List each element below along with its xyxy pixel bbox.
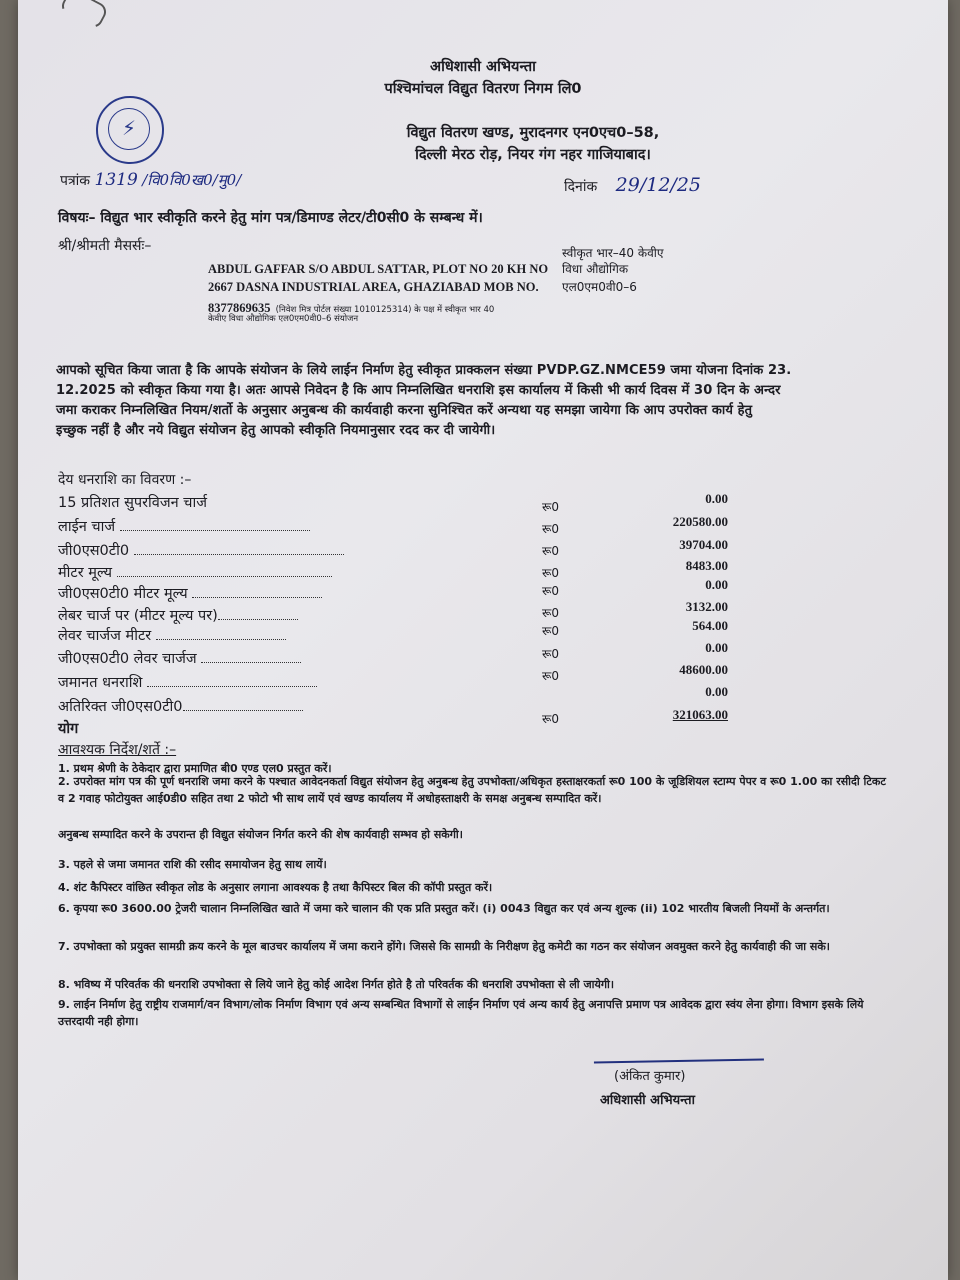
charge-amount-security: 48600.00: [679, 662, 728, 677]
charge-amount-extra-gst: 0.00: [705, 684, 728, 699]
charge-currency: रू0: [542, 624, 559, 638]
paragraph-line-2: 12.2025 को स्वीकृत किया गया है। अतः आपसे निवेदन है कि आप निम्नलिखित धनराशि इस कार्यालय में किसी भी कार्य दिवस में 30 दिन के अन्दर: [56, 383, 781, 398]
letter-page: [18, 0, 948, 1280]
charge-currency: रू0: [542, 712, 559, 726]
date-value: 29/12/25: [615, 174, 702, 196]
reference-number: 1319: [94, 170, 138, 190]
charge-label-gst: जी0एस0टी0: [58, 540, 344, 560]
charge-label-labour-meter: लेवर चार्जज मीटर: [58, 625, 286, 645]
charge-currency: रू0: [542, 606, 559, 620]
addressee-line-2: 2667 DASNA INDUSTRIAL AREA, GHAZIABAD MOB NO.: [208, 280, 539, 294]
charge-label-security: जमानत धनराशि: [58, 672, 317, 692]
charge-currency: रू0: [542, 544, 559, 558]
charge-label-line: लाईन चार्ज: [58, 516, 310, 536]
charge-amount-supervision: 0.00: [705, 491, 728, 506]
paragraph-line-3: जमा कराकर निम्नलिखित नियम/शर्तो के अनुसार अनुबन्ध की कार्यवाही करना सुनिश्चित करें अन्यथा यह समझा जायेगा कि आप उपरोक्त कार्य हेतु: [56, 403, 753, 418]
charge-label-labour-gst: जी0एस0टी0 लेवर चार्जज: [58, 648, 301, 668]
paragraph-line-4: इच्छुक नहीं है और नये विद्युत संयोजन हेतु आपको स्वीकृति नियमानुसार रदद कर दी जायेगी।: [56, 423, 496, 438]
reference-line: [60, 170, 241, 190]
reference-label: पत्रांक: [60, 173, 91, 189]
charge-label-meter-gst: जी0एस0टी0 मीटर मूल्य: [58, 583, 322, 603]
addressee-line-1: ABDUL GAFFAR S/O ABDUL SATTAR, PLOT NO 20 KH NO: [208, 262, 549, 276]
sanction-tariff: एल0एम0वी0–6: [562, 280, 637, 294]
header-division: विद्युत वितरण खण्ड, मुरादनगर एन0एच0–58,: [406, 125, 660, 141]
charge-label-meter: मीटर मूल्य: [58, 562, 332, 582]
charge-currency: रू0: [542, 522, 559, 536]
reference-suffix: /वि0वि0ख0/मु0/: [142, 171, 242, 189]
charge-amount-gst: 39704.00: [679, 537, 728, 552]
condition-6: 6. कृपया रू0 3600.00 ट्रेजरी चालान निम्नलिखित खाते में जमा करे चालान की एक प्रति प्रस्तुत करें। (i) 0043 विद्युत कर एवं अन्य शुल्क (ii) 102 भारतीय बिजली नियमों के अन्तर्गत।: [58, 902, 830, 915]
signatory-designation: अधिशासी अभियन्ता: [600, 1093, 695, 1108]
date-label: दिनांक: [564, 179, 598, 195]
charge-amount-meter: 8483.00: [685, 558, 728, 573]
addressee-line-4: केवीए विधा औद्योगिक एल0एम0वी0–6 संयोजन: [208, 314, 359, 324]
charge-currency: रू0: [542, 500, 559, 514]
paragraph-line-1: आपको सूचित किया जाता है कि आपके संयोजन के लिये लाईन निर्माण हेतु स्वीकृत प्राक्कलन संख्या PVDP.GZ.NMCE59 जमा योजना दिनांक 23.: [56, 363, 792, 378]
charge-currency: रू0: [542, 647, 559, 661]
charge-label-extra-gst: अतिरिक्त जी0एस0टी0: [58, 696, 303, 716]
condition-2-note: अनुबन्ध सम्पादित करने के उपरान्त ही विद्युत संयोजन निर्गत करने की शेष कार्यवाही सम्भव हो सकेगी।: [58, 828, 463, 841]
signatory-name: (अंकित कुमार): [614, 1069, 686, 1084]
salutation: श्री/श्रीमती मैसर्सः–: [58, 238, 152, 254]
charge-amount-labour: 3132.00: [685, 599, 728, 614]
condition-8: 8. भविष्य में परिवर्तक की धनराशि उपभोक्ता से लिये जाने हेतु कोई आदेश निर्गत होते है तो परिवर्तक की धनराशि उपभोक्ता से ली जायेगी।: [58, 978, 615, 991]
condition-3: 3. पहले से जमा जमानत राशि की रसीद समायोजन हेतु साथ लायें।: [58, 858, 327, 871]
sanction-load: स्वीकृत भार–40 केवीए: [562, 246, 664, 260]
header-designation: अधिशासी अभियन्ता: [430, 59, 536, 75]
condition-9: 9. लाईन निर्माण हेतु राष्ट्रीय राजमार्ग/वन विभाग/लोक निर्माण विभाग एवं अन्य सम्बन्धित विभागों से लाईन निर्माण एवं अन्य कार्य हेतु अनापत्ति प्रमाण पत्र आवेदक द्वारा स्वंय लेना होगा। विभाग इसके लिये उत्तरदायी नही होगा।: [58, 998, 864, 1028]
total-label: योग: [58, 721, 79, 737]
charge-amount-line: 220580.00: [672, 514, 728, 529]
charge-label-labour: लेबर चार्ज पर (मीटर मूल्य पर): [58, 605, 298, 625]
charge-amount-labour-gst: 0.00: [705, 640, 728, 655]
charge-currency: रू0: [542, 584, 559, 598]
sanction-category: विधा औद्योगिक: [562, 262, 629, 276]
charge-label-supervision: 15 प्रतिशत सुपरविजन चार्ज: [58, 495, 207, 511]
date-line: [564, 174, 701, 196]
charge-amount-meter-gst: 0.00: [705, 577, 728, 592]
addressee-portal: (निवेश मित्र पोर्टल संख्या 1010125314) के पक्ष में स्वीकृत भार 40: [275, 305, 495, 315]
charges-title: देय धनराशि का विवरण :–: [58, 472, 192, 488]
condition-4: 4. शंट कैपिस्टर वांछित स्वीकृत लोड के अनुसार लगाना आवश्यक है तथा कैपिस्टर बिल की कॉपी प्रस्तुत करें।: [58, 881, 493, 894]
lightning-bolt-icon: ⚡: [122, 116, 137, 140]
addressee-mobile: 8377869635: [208, 301, 271, 315]
paper-clip: [58, 0, 109, 31]
total-amount: 321063.00: [672, 707, 728, 722]
conditions-title: आवश्यक निर्देश/शर्ते :–: [58, 742, 177, 758]
charge-amount-labour-meter: 564.00: [692, 618, 728, 633]
charge-currency: रू0: [542, 566, 559, 580]
condition-1: 1. प्रथम श्रेणी के ठेकेदार द्वारा प्रमाणित बी0 एण्ड एल0 प्रस्तुत करें।: [58, 762, 332, 775]
charge-currency: रू0: [542, 669, 559, 683]
condition-2: 2. उपरोक्त मांग पत्र की पूर्ण धनराशि जमा करने के पश्चात आवेदनकर्ता विद्युत संयोजन हेतु अनुबन्ध हेतु उपभोक्ता/अधिकृत हस्ताक्षरकर्ता रू0 100 के जूडिशियल स्टाम्प पेपर व रू0 1.00 का रसीदी टिकट व 2 गवाह फोटोयुक्त आई0डी0 सहित तथा 2 फोटो भी साथ लायें एवं खण्ड कार्यालय में अधोहस्ताक्षरी के समक्ष अनुबन्ध सम्पादित करें।: [58, 775, 886, 805]
subject-line: विषयः– विद्युत भार स्वीकृति करने हेतु मांग पत्र/डिमाण्ड लेटर/टी0सी0 के सम्बन्ध में।: [58, 210, 483, 226]
condition-7: 7. उपभोक्ता को प्रयुक्त सामग्री क्रय करने के मूल बाउचर कार्यालय में जमा कराने होंगे। जिससे कि सामग्री के निरीक्षण हेतु कमेटी का गठन कर संयोजन अवमुक्त करने हेतु कार्यवाही की जा सके।: [58, 940, 830, 953]
header-address: दिल्ली मेरठ रोड़, नियर गंग नहर गाजियाबाद।: [415, 147, 651, 163]
header-organization: पश्चिमांचल विद्युत वितरण निगम लि0: [384, 81, 582, 97]
